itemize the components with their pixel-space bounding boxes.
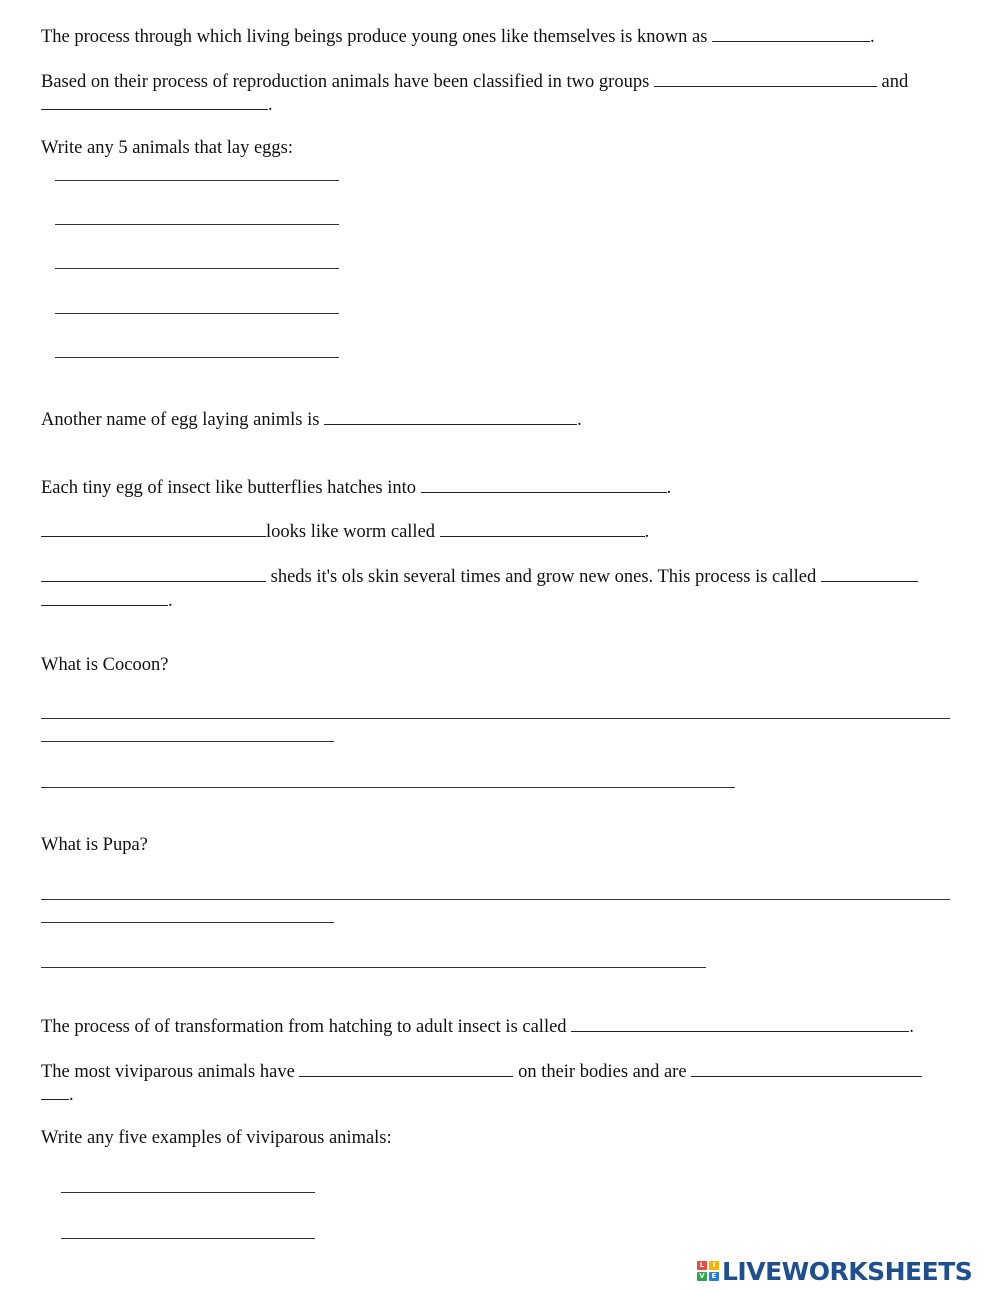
answer-blank-7b[interactable]: [821, 563, 918, 582]
answer-blank-11c[interactable]: [41, 1081, 69, 1100]
question-3-prompt: Write any 5 animals that lay eggs:: [41, 138, 294, 158]
question-11-text-a: The most viviparous animals have: [41, 1062, 295, 1082]
question-4-text: Another name of egg laying animls is: [41, 410, 320, 430]
viviparous-answer-line-2[interactable]: [61, 1238, 315, 1239]
question-2-text: Based on their process of reproduction animals have been classified in two groups: [41, 72, 650, 92]
logo-blocks-icon: [697, 1261, 719, 1281]
question-2-period: .: [268, 95, 273, 115]
pupa-answer-line-1[interactable]: [41, 899, 950, 900]
logo-block-e: E: [709, 1272, 719, 1281]
answer-blank-2a[interactable]: [654, 68, 877, 87]
question-6-text: looks like worm called: [266, 522, 436, 542]
question-11-text-b: on their bodies and are: [518, 1062, 687, 1082]
logo-block-v: V: [697, 1272, 707, 1281]
logo-text: LIVEWORKSHEETS: [722, 1256, 973, 1286]
question-1-text: The process through which living beings produce young ones like themselves is known as: [41, 27, 708, 47]
question-4-period: .: [577, 410, 582, 430]
logo-block-l: L: [697, 1261, 707, 1270]
cocoon-answer-line-2[interactable]: [41, 741, 334, 742]
question-2-continued: [41, 91, 273, 117]
question-5-text: Each tiny egg of insect like butterflies hatches into: [41, 478, 417, 498]
answer-blank-6b[interactable]: [440, 518, 645, 537]
liveworksheets-logo: [697, 1256, 972, 1286]
answer-blank-2b[interactable]: [41, 91, 268, 110]
egg-laying-answer-line-4[interactable]: [55, 313, 339, 314]
question-7-continued: [41, 587, 173, 613]
question-6: [41, 518, 649, 544]
question-2-and: and: [881, 72, 909, 92]
pupa-answer-line-3[interactable]: [41, 967, 706, 968]
question-11-continued: [41, 1081, 74, 1107]
question-5: [41, 474, 671, 500]
question-11-period: .: [69, 1085, 74, 1105]
answer-blank-4[interactable]: [324, 406, 577, 425]
answer-blank-10[interactable]: [571, 1013, 909, 1032]
question-1: [41, 23, 875, 49]
egg-laying-answer-line-2[interactable]: [55, 224, 339, 225]
answer-blank-11b[interactable]: [691, 1058, 922, 1077]
question-12-prompt: Write any five examples of viviparous animals:: [41, 1128, 392, 1148]
answer-blank-7a[interactable]: [41, 563, 266, 582]
viviparous-answer-line-1[interactable]: [61, 1192, 315, 1193]
question-7-period: .: [168, 591, 173, 611]
cocoon-answer-line-1[interactable]: [41, 718, 950, 719]
question-10: [41, 1013, 914, 1039]
logo-block-i: I: [709, 1261, 719, 1270]
answer-blank-11a[interactable]: [299, 1058, 513, 1077]
egg-laying-answer-line-1[interactable]: [55, 180, 339, 181]
answer-blank-6a[interactable]: [41, 518, 266, 537]
question-1-period: .: [870, 27, 875, 47]
question-10-text: The process of of transformation from hatching to adult insect is called: [41, 1017, 567, 1037]
cocoon-answer-line-3[interactable]: [41, 787, 735, 788]
answer-blank-5[interactable]: [421, 474, 667, 493]
question-11: [41, 1058, 922, 1084]
question-7: [41, 563, 918, 589]
question-6-period: .: [644, 522, 650, 542]
egg-laying-answer-line-3[interactable]: [55, 268, 339, 269]
answer-blank-1[interactable]: [712, 23, 870, 42]
question-10-period: .: [909, 1017, 914, 1037]
question-5-period: .: [666, 478, 672, 498]
question-4: [41, 406, 582, 432]
question-7-text: sheds it's ols skin several times and grow new ones. This process is called: [270, 567, 817, 587]
pupa-answer-line-2[interactable]: [41, 922, 334, 923]
egg-laying-answer-line-5[interactable]: [55, 357, 339, 358]
answer-blank-7c[interactable]: [41, 587, 168, 606]
question-8-prompt: What is Cocoon?: [41, 655, 169, 675]
question-9-prompt: What is Pupa?: [41, 835, 148, 855]
